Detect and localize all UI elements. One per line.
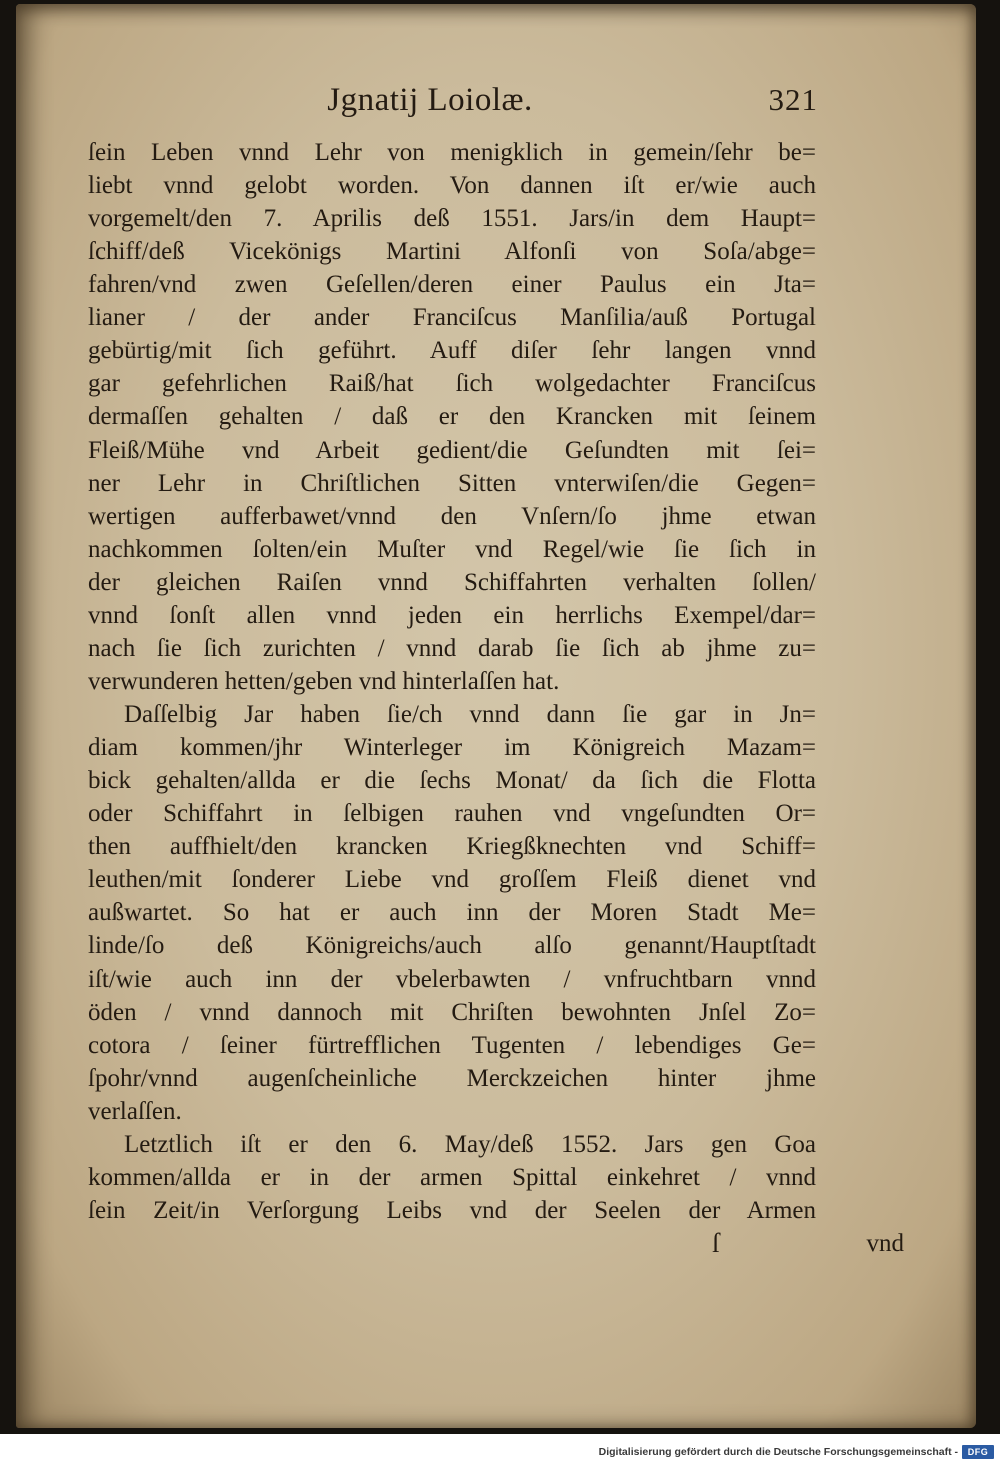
text-line: linde/ſo deß Königreichs/auch alſo genannt/Hauptſtadt	[88, 932, 816, 960]
text-line: verwunderen hetten/geben vnd hinterlaſſen hat.	[88, 667, 560, 695]
text-line: vnnd ſonſt allen vnnd jeden ein herrlichs Exempel/dar=	[88, 601, 816, 629]
catchword: vnd	[866, 1229, 904, 1257]
text-line: ner Lehr in Chriſtlichen Sitten vnterwiſen/die Gegen=	[88, 469, 816, 497]
text-line: bick gehalten/allda er die ſechs Monat/ da ſich die Flotta	[88, 767, 816, 795]
text-line: Fleiß/Mühe vnd Arbeit gedient/die Geſundten mit ſei=	[88, 436, 816, 464]
running-title: Jgnatij Loiolæ.	[327, 82, 533, 118]
text-line: ſpohr/vnnd augenſcheinliche Merckzeichen hinter jhme	[88, 1064, 816, 1092]
dfg-logo[interactable]: DFG	[962, 1445, 994, 1459]
text-line: vorgemelt/den 7. Aprilis deß 1551. Jars/in dem Haupt=	[88, 205, 816, 233]
text-line: fahren/vnd zwen Geſellen/deren einer Paulus ein Jta=	[88, 271, 816, 299]
text-line: then auffhielt/den krancken Kriegßknechten vnd Schiff=	[88, 833, 816, 861]
text-line: verlaſſen.	[88, 1097, 182, 1125]
text-line: ſchiff/deß Vicekönigs Martini Alfonſi von Soſa/abge=	[88, 238, 816, 266]
text-line: nach ſie ſich zurichten / vnnd darab ſie ſich ab jhme zu=	[88, 634, 816, 662]
text-line: kommen/allda er in der armen Spittal einkehret / vnnd	[88, 1163, 816, 1191]
text-line: oder Schiffahrt in ſelbigen rauhen vnd vngeſundten Or=	[88, 800, 816, 828]
text-line: nachkommen ſolten/ein Muſter vnd Regel/wie ſie ſich in	[88, 535, 816, 563]
page-number: 321	[768, 82, 818, 117]
text-line: gebürtig/mit ſich geführt. Auff diſer ſehr langen vnnd	[88, 337, 816, 365]
text-line: Letztlich iſt er den 6. May/deß 1552. Jars gen Goa	[124, 1130, 816, 1158]
text-line: außwartet. So hat er auch inn der Moren Stadt Me=	[88, 899, 816, 927]
funding-credit: Digitalisierung gefördert durch die Deutsche Forschungsgemeinschaft -	[598, 1446, 958, 1458]
body-text	[88, 0, 904, 1300]
text-line: diam kommen/jhr Winterleger im Königreich Mazam=	[88, 734, 816, 762]
signature-mark: ſ	[712, 1227, 720, 1258]
text-line: öden / vnnd dannoch mit Chriſten bewohnten Jnſel Zo=	[88, 998, 816, 1026]
text-line: iſt/wie auch inn der vbelerbawten / vnfruchtbarn vnnd	[88, 965, 816, 993]
text-line: leuthen/mit ſonderer Liebe vnd groſſem Fleiß dienet vnd	[88, 866, 816, 894]
text-line: cotora / ſeiner fürtrefflichen Tugenten / lebendiges Ge=	[88, 1031, 816, 1059]
text-line: der gleichen Raiſen vnnd Schiffahrten verhalten ſollen/	[88, 568, 816, 596]
text-line: Daſſelbig Jar haben ſie/ch vnnd dann ſie gar in Jn=	[124, 701, 816, 729]
text-line: liebt vnnd gelobt worden. Von dannen iſt er/wie auch	[88, 172, 816, 200]
text-line: ſein Zeit/in Verſorgung Leibs vnd der Seelen der Armen	[88, 1196, 816, 1224]
text-line: dermaſſen gehalten / daß er den Krancken mit ſeinem	[88, 403, 816, 431]
text-line: lianer / der ander Franciſcus Manſilia/auß Portugal	[88, 304, 816, 332]
footer	[0, 1434, 1000, 1466]
text-line: ſein Leben vnnd Lehr von menigklich in gemein/ſehr be=	[88, 139, 816, 166]
text-line: wertigen aufferbawet/vnnd den Vnſern/ſo jhme etwan	[88, 502, 816, 530]
text-line: gar gefehrlichen Raiß/hat ſich wolgedachter Franciſcus	[88, 370, 816, 398]
